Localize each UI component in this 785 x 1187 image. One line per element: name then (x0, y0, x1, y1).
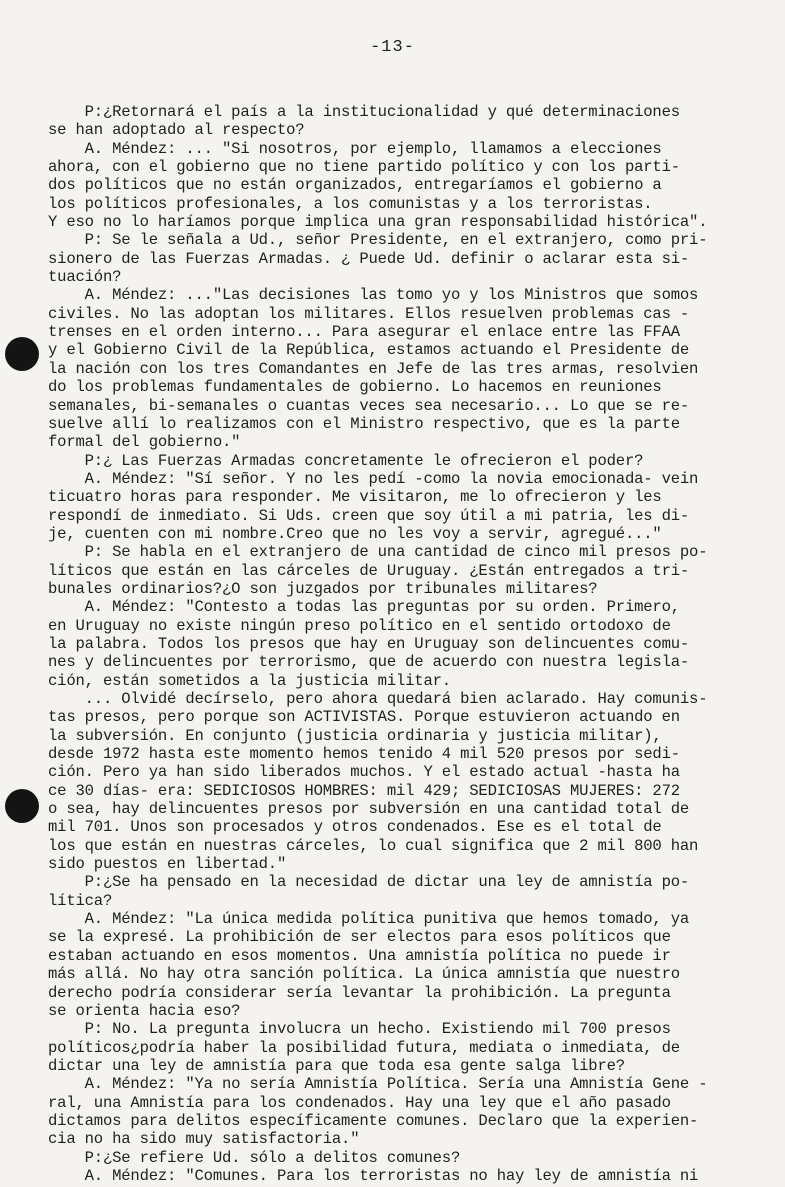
text-line: cia no ha sido muy satisfactoria." (48, 1130, 360, 1149)
text-line: P: No. La pregunta involucra un hecho. Existiendo mil 700 presos (48, 1020, 671, 1039)
text-line: la nación con los tres Comandantes en Jefe de las tres armas, resolvien (48, 359, 699, 378)
text-line: ... Olvidé decírselo, pero ahora quedará bien aclarado. Hay comunis- (48, 690, 708, 708)
punch-hole-top (5, 337, 39, 371)
text-line: o sea, hay delincuentes presos por subversión en una cantidad total de (48, 800, 690, 819)
text-line: y el Gobierno Civil de la República, estamos actuando el Presidente de (48, 341, 690, 360)
text-line: ce 30 días- era: SEDICIOSOS HOMBRES: mil 429; SEDICIOSAS MUJERES: 272 (48, 781, 680, 800)
text-line: desde 1972 hasta este momento hemos tenido 4 mil 520 presos por sedi- (48, 745, 680, 764)
text-line: do los problemas fundamentales de gobierno. Lo hacemos en reuniones (48, 378, 662, 397)
text-line: respondí de inmediato. Si Uds. creen que soy útil a mi patria, les di- (48, 506, 690, 525)
text-line: nes y delincuentes por terrorismo, que de acuerdo con nuestra legisla- (48, 653, 690, 672)
text-line: lítica? (48, 891, 113, 910)
text-line: civiles. No las adoptan los militares. Ellos resuelven problemas cas - (48, 304, 690, 323)
text-line: líticos que están en las cárceles de Uruguay. ¿Están entregados a tri- (48, 561, 690, 580)
text-line: ción. Pero ya han sido liberados muchos. Y el estado actual -hasta ha (48, 763, 680, 782)
text-line: se la expresé. La prohibición de ser electos para esos políticos que (48, 928, 671, 947)
text-line: P: Se habla en el extranjero de una cantidad de cinco mil presos po- (48, 543, 708, 562)
text-line: A. Méndez: "La única medida política punitiva que hemos tomado, ya (48, 910, 690, 929)
text-line: semanales, bi-semanales o cuantas veces sea necesario... Lo que se re- (48, 396, 690, 415)
text-line: tas presos, pero porque son ACTIVISTAS. Porque estuvieron actuando en (48, 708, 680, 727)
text-line: ral, una Amnistía para los condenados. Hay una ley que el año pasado (48, 1093, 671, 1112)
text-line: ción, están sometidos a la justicia militar. (48, 671, 451, 690)
text-line: P:¿Se refiere Ud. sólo a delitos comunes? (48, 1148, 461, 1167)
text-line: dos políticos que no están organizados, entregaríamos el gobierno a (48, 176, 662, 195)
text-line: P:¿Retornará el país a la institucionalidad y qué determinaciones (48, 103, 680, 121)
text-line: Y eso no lo haríamos porque implica una gran responsabilidad histórica". (48, 213, 708, 232)
text-line: ticuatro horas para responder. Me visitaron, me lo ofrecieron y les (48, 488, 662, 507)
text-line: se han adoptado al respecto? (48, 121, 305, 140)
text-line: derecho podría considerar sería levantar la prohibición. La pregunta (48, 983, 671, 1002)
text-line: trenses en el orden interno... Para asegurar el enlace entre las FFAA (48, 323, 680, 342)
text-line: A. Méndez: "Sí señor. Y no les pedí -como la novia emocionada- vein (48, 469, 699, 488)
text-line: A. Méndez: "Contesto a todas las preguntas por su orden. Primero, (48, 598, 680, 617)
text-line: A. Méndez: ... "Si nosotros, por ejemplo, llamamos a elecciones (48, 139, 662, 158)
text-line: formal del gobierno." (48, 433, 241, 452)
text-line: la palabra. Todos los presos que hay en Uruguay son delincuentes comu- (48, 634, 690, 653)
text-line: en Uruguay no existe ningún preso político en el sentido ortodoxo de (48, 616, 671, 635)
text-line: la subversión. En conjunto (justicia ordinaria y justicia militar), (48, 726, 662, 745)
text-line: P:¿ Las Fuerzas Armadas concretamente le ofrecieron el poder? (48, 451, 644, 470)
page-number: -13- (370, 38, 415, 57)
text-line: mil 701. Unos son procesados y otros condenados. Ese es el total de (48, 818, 662, 837)
interview-text (48, 103, 768, 1185)
text-line: se orienta hacia eso? (48, 1001, 241, 1020)
text-line: je, cuenten con mi nombre.Creo que no les voy a servir, agregué..." (48, 524, 662, 543)
text-line: bunales ordinarios?¿O son juzgados por tribunales militares? (48, 579, 598, 598)
text-line: dictar una ley de amnistía para que toda esa gente salga libre? (48, 1056, 625, 1075)
text-line: A. Méndez: ..."Las decisiones las tomo yo y los Ministros que somos (48, 286, 699, 305)
text-line: sido puestos en libertad." (48, 855, 287, 874)
text-line: suelve allí lo realizamos con el Ministro respectivo, que es la parte (48, 414, 680, 433)
punch-hole-bottom (5, 789, 39, 823)
text-line: A. Méndez: "Ya no sería Amnistía Política. Sería una Amnistía Gene - (48, 1075, 708, 1094)
text-line: los políticos profesionales, a los comunistas y a los terroristas. (48, 194, 653, 213)
text-line: estaban actuando en esos momentos. Una amnistía política no puede ir (48, 946, 671, 965)
text-line: P: Se le señala a Ud., señor Presidente, en el extranjero, como pri- (48, 231, 708, 250)
text-line: más allá. No hay otra sanción política. La única amnistía que nuestro (48, 965, 680, 984)
text-line: ahora, con el gobierno que no tiene partido político y con los parti- (48, 158, 680, 177)
text-line: políticos¿podría haber la posibilidad futura, mediata o inmediata, de (48, 1038, 680, 1057)
text-line: P:¿Se ha pensado en la necesidad de dictar una ley de amnistía po- (48, 873, 690, 892)
text-line: tuación? (48, 268, 122, 287)
text-line: dictamos para delitos específicamente comunes. Declaro que la experien- (48, 1111, 699, 1130)
text-line: A. Méndez: "Comunes. Para los terroristas no hay ley de amnistía ni (48, 1166, 699, 1185)
text-line: los que están en nuestras cárceles, lo cual significa que 2 mil 800 han (48, 836, 699, 855)
text-line: sionero de las Fuerzas Armadas. ¿ Puede Ud. definir o aclarar esta si- (48, 249, 690, 268)
